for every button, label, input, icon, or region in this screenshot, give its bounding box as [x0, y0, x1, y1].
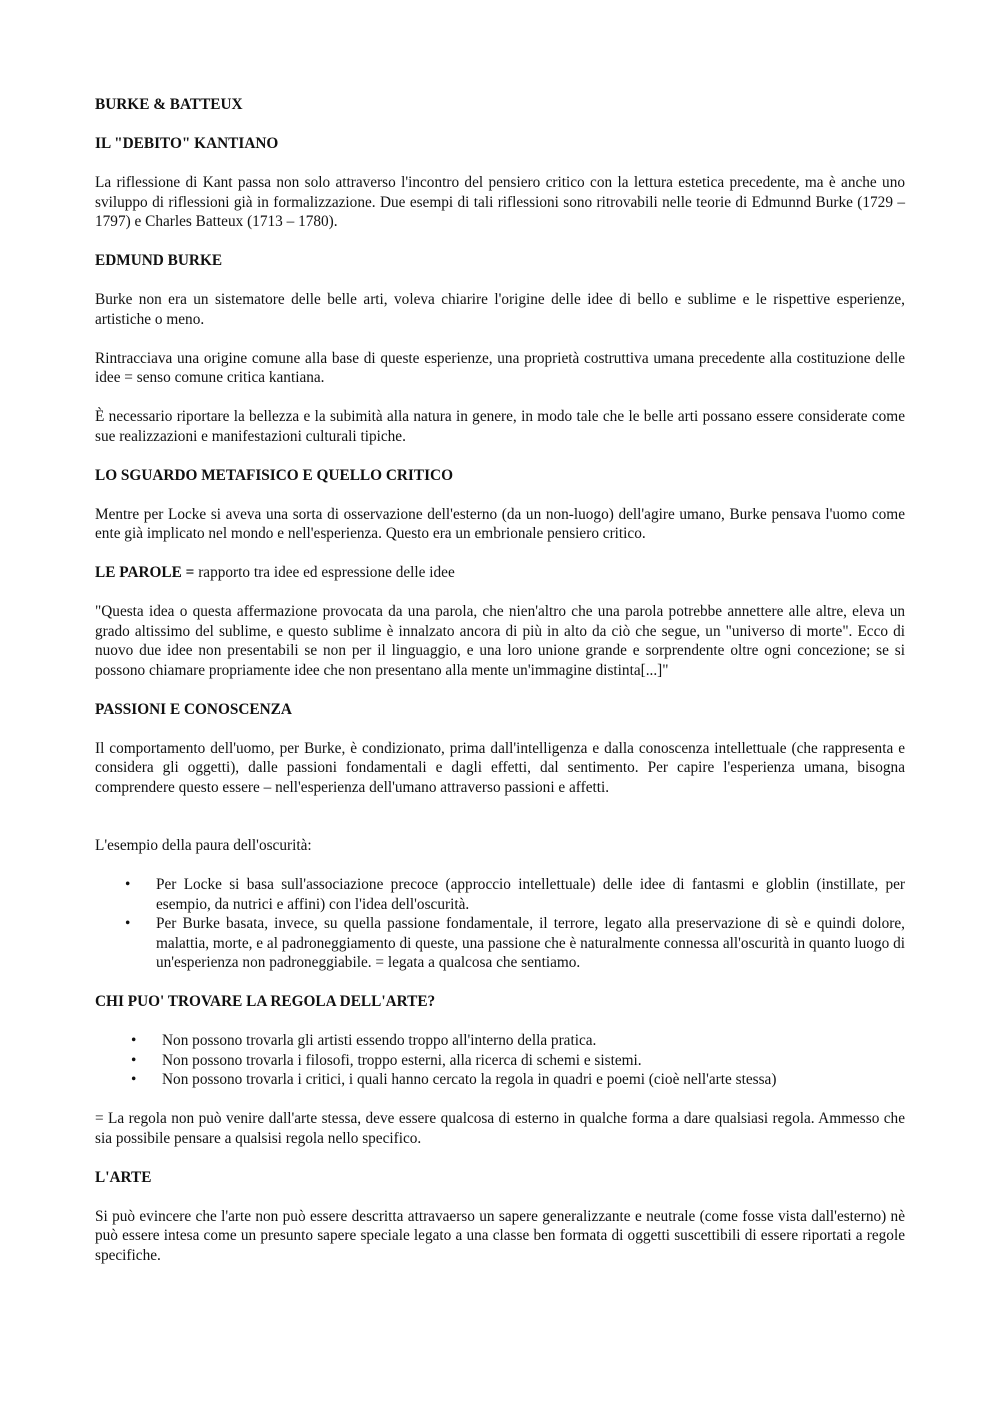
quote-paragraph: "Questa idea o questa affermazione provocata da una parola, che nien'altro che una parola potrebbe annettere alle altre, eleva un grado altissimo del sublime, e questo sublime è innalzato ancora di più in alto da ciò che segue, un "universo di morte". Ecco di nuovo due idee non presentabili se non per il linguaggio, e una loro unione grande e sorprendente oltre ogni concezione; se si possono chiamare propriamente idee che non presentano alla mente un'immagine distinta[...]" — [95, 603, 905, 679]
document-page — [95, 95, 905, 1285]
section-heading-edmund-burke: EDMUND BURKE — [95, 252, 223, 269]
bullet-icon: • — [131, 1032, 137, 1049]
bullet-icon: • — [125, 915, 131, 932]
paragraph: Il comportamento dell'uomo, per Burke, è condizionato, prima dall'intelligenza e dalla conoscenza intellettuale (che rappresenta e considera gli oggetti), dalle passioni fondamentali e dagli effetti, dal sentimento. Per capire l'esperienza umana, bisogna comprendere questo essere – nell'esperienza dell'umano attraverso passioni e affetti. — [95, 739, 905, 796]
paragraph: Rintracciava una origine comune alla base di queste esperienze, una proprietà costruttiva umana precedente alla costituzione delle idee = senso comune critica kantiana. — [95, 349, 905, 386]
paragraph: È necessario riportare la bellezza e la subimità alla natura in genere, in modo tale che le belle arti possano essere considerate come sue realizzazioni e manifestazioni culturali tipiche. — [95, 408, 905, 445]
list-item — [95, 1070, 905, 1090]
document-title: BURKE & BATTEUX — [95, 96, 243, 113]
list-item — [95, 1031, 905, 1051]
list-item-text: Non possono trovarla i critici, i quali hanno cercato la regola in quadri e poemi (cioè nell'arte stessa) — [162, 1071, 777, 1088]
list-item-text: Per Burke basata, invece, su quella passione fondamentale, il terrore, legato alla preservazione di sè e quindi dolore, malattia, morte, e al padroneggiamento di queste, una passione che è naturalmente connessa all'oscurità in quanto luogo di un'esperienza non padroneggiabile. = legata a qualcosa che sentiamo. — [156, 915, 905, 971]
list-item — [95, 875, 905, 914]
bullet-list — [95, 1031, 905, 1090]
section-heading-debito-kantiano: IL "DEBITO" KANTIANO — [95, 135, 279, 152]
section-heading-sguardo: LO SGUARDO METAFISICO E QUELLO CRITICO — [95, 466, 453, 484]
list-item — [95, 914, 905, 973]
paragraph: = La regola non può venire dall'arte stessa, deve essere qualcosa di esterno in qualche forma a dare qualsiasi regola. Ammesso che sia possibile pensare a qualsisi regola nello specifico. — [95, 1110, 905, 1147]
section-heading-regola: CHI PUO' TROVARE LA REGOLA DELL'ARTE? — [95, 993, 436, 1010]
blank-line — [95, 817, 905, 837]
paragraph: Mentre per Locke si aveva una sorta di osservazione dell'esterno (da un non-luogo) dell'agire umano, Burke pensava l'uomo come ente già implicato nel mondo e nell'esperienza. Questo era un embrionale pensiero critico. — [95, 505, 905, 542]
paragraph: L'esempio della paura dell'oscurità: — [95, 837, 312, 854]
bullet-list — [95, 875, 905, 973]
list-item-text: Per Locke si basa sull'associazione precoce (approccio intellettuale) delle idee di fantasmi e globlin (instillate, per esempio, da nutrici e affini) con l'idea dell'oscurità. — [156, 876, 905, 913]
list-item-text: Non possono trovarla i filosofi, troppo esterni, alla ricerca di schemi e sistemi. — [162, 1051, 642, 1069]
paragraph: La riflessione di Kant passa non solo attraverso l'incontro del pensiero critico con la lettura estetica precedente, ma è anche uno sviluppo di riflessioni già in formalizzazione. Due esempi di tali riflessioni sono ritrovabili nelle teorie di Edmunnd Burke (1729 – 1797) e Charles Batteux (1713 – 1780). — [95, 174, 905, 230]
paragraph: Burke non era un sistematore delle belle arti, voleva chiarire l'origine delle idee di bello e sublime e le rispettive esperienze, artistiche o meno. — [95, 291, 905, 328]
definition-term: LE PAROLE = — [95, 564, 195, 581]
list-item-text: Non possono trovarla gli artisti essendo troppo all'interno della pratica. — [162, 1032, 597, 1049]
bullet-icon: • — [131, 1071, 137, 1088]
bullet-icon: • — [125, 876, 131, 893]
definition-paragraph — [95, 563, 905, 583]
section-heading-passioni: PASSIONI E CONOSCENZA — [95, 700, 292, 718]
definition-text: rapporto tra idee ed espressione delle idee — [194, 564, 455, 581]
paragraph: Si può evincere che l'arte non può essere descritta attravaerso un sapere generalizzante e neutrale (come fosse vista dall'esterno) nè può essere intesa come un presunto sapere speciale legato a una classe ben formata di oggetti suscettibili di essere riportati a regole specifiche. — [95, 1207, 905, 1264]
bullet-icon: • — [131, 1051, 137, 1069]
section-heading-arte: L'ARTE — [95, 1168, 152, 1186]
list-item — [95, 1051, 905, 1071]
